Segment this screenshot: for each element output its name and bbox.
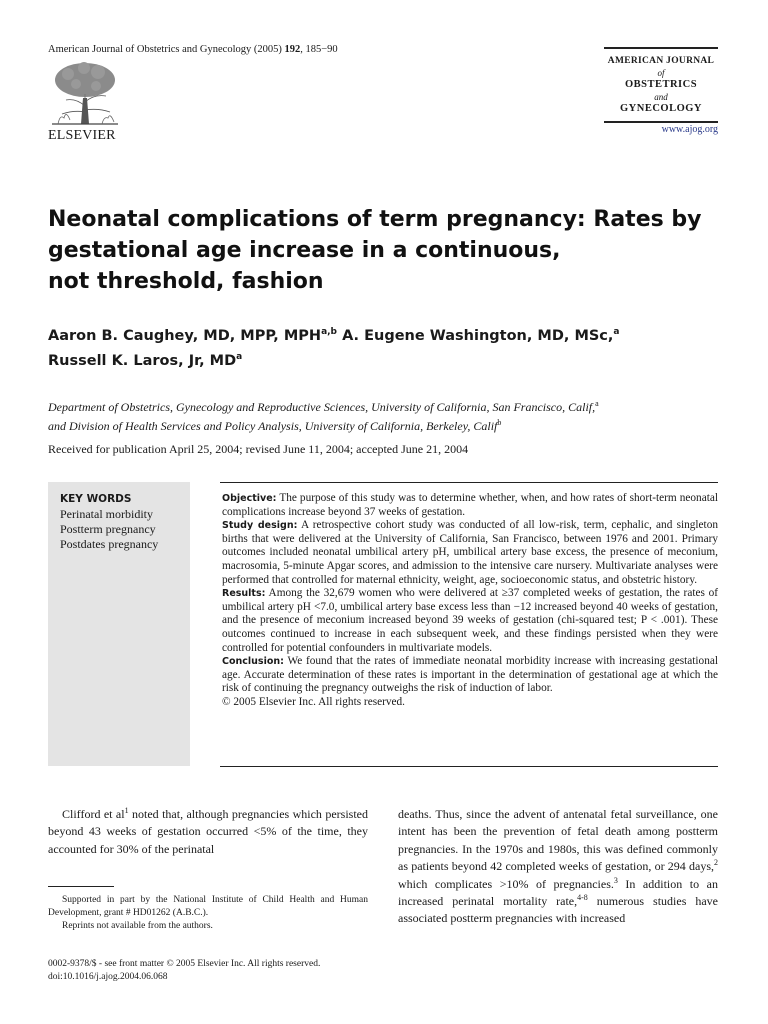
journal-logo [604,47,718,123]
keywords-box [48,482,190,766]
keyword-item: Perinatal morbidity [60,507,153,521]
abstract-objective: Objective: The purpose of this study was to determine whether, when, and how rates of short-term neonatal complications increase beyond 37 weeks of gestation. [222,492,718,518]
author-name: A. Eugene Washington, MD, MSc, [342,328,614,344]
journal-name-line3: GYNECOLOGY [619,103,702,114]
abstract-results: Results: Among the 32,679 women who were delivered at ≥37 completed weeks of gestation, the rates of umbilical artery pH <7.0, umbilical artery base excess less than −12 increased beyond 40 weeks of gestation, and the presence of meconium increased beyond 39 weeks of gestation (chi-squared test; P < .001). These outcomes continued to increase in each subsequent week, and these findings persisted when they were controlled for potential confounders in multivariate models. [222,587,718,654]
abstract-bottom-rule [220,766,718,767]
journal-name-line2: OBSTETRICS [624,79,698,90]
received-dates: Received for publication April 25, 2004; revised June 11, 2004; accepted June 21, 2004 [48,442,469,456]
body-paragraph: Clifford et $al^1$ noted that, although pregnancies which persisted beyond 43 weeks of gestation occurred <5% of the time, they accounted for 30% of the perinatal [48,806,369,856]
article-title: Neonatal complications of term pregnancy: Rates by gestational age increase in a continuous, not threshold, fashion [48,207,702,294]
doi-link[interactable]: doi:10.1016/j.ajog.2004.06.068 [48,972,168,982]
author-list: Aaron B. Caughey, MD, MPP, MPH$^{a,b}$ A. Eugene Washington, MD, MSc,$^a$ Russell K. Laros, Jr, $MD^a$ [48,327,620,369]
keyword-item: Postdates pregnancy [60,537,159,551]
citation-volume: 192 [284,44,301,55]
body-column-left [48,806,368,858]
issn-line: 0002-9378/$ - see front matter © 2005 Elsevier Inc. All rights reserved. [48,959,321,969]
reprints-footnote: Reprints not available from the authors. [62,921,213,931]
journal-name-line1: AMERICAN JOURNAL [607,56,715,66]
body-column-right [398,806,718,928]
affiliations: Department of Obstetrics, Gynecology and Reproductive Sciences, University of California, San Francisco, Calif,$^a$ and Division of Health Services and Policy Analysis, University of California, Berkeley, Calif$^b$ [48,399,599,433]
abstract [222,492,718,710]
support-footnote: Supported in part by the National Institute of Child Health and Human Development, grant # HD01262 (A.B.C.). [48,895,368,918]
journal-url-link[interactable]: www.ajog.org [661,124,718,135]
keyword-item: Postterm pregnancy [60,522,156,536]
author-name: Aaron B. Caughey, MD, MPP, MPH [48,328,322,344]
body-paragraph: deaths. Thus, since the advent of antenatal fetal surveillance, one intent has been the prevention of fetal death among postterm pregnancies. In the 1970s and 1980s, this was defined commonly as patients beyond 42 completed weeks of gestation, or 294 days,$^2$ which complicates >10% of pregnancies.$^3$ In addition to an increased perinatal mortality rate,$^{4-8}$ numerous studies have associated postterm pregnancies with increased [398,807,719,926]
abstract-copyright: © 2005 Elsevier Inc. All rights reserved. [222,695,406,708]
author-name: Russell K. Laros, Jr, MD [48,353,237,369]
publisher-name: ELSEVIER [48,128,116,143]
journal-citation: American Journal of Obstetrics and Gynecology (2005) 192, 185−90 [48,44,338,55]
abstract-study-design: Study design: A retrospective cohort study was conducted of all low-risk, term, cephalic, and singleton births that were delivered at the University of California, San Francisco, between 1976 and 2001. Primary outcomes included neonatal umbilical artery pH, umbilical artery base excess, the presence of meconium, macrosomia, 5-minute Apgar scores, and admission to the intensive care nursery. Multivariate analyses were performed that controlled for maternal ethnicity, weight, age, socioeconomic status, and obstetric history. [222,519,718,586]
front-matter-note [48,958,388,984]
footnotes [48,894,368,933]
abstract-conclusion: Conclusion: We found that the rates of immediate neonatal morbidity increase with increasing gestational age. Accurate determination of these rates is important in the determination of gestational age at which the risk of continuing the pregnancy outweighs the risk of induction of labor. [222,655,718,695]
abstract-top-rule [220,482,718,483]
footnote-rule [48,886,114,887]
elsevier-tree-logo [48,60,122,126]
journal-name-and: and [654,92,668,102]
journal-name-of: of [657,68,665,78]
keywords-heading: KEY WORDS [60,493,132,505]
